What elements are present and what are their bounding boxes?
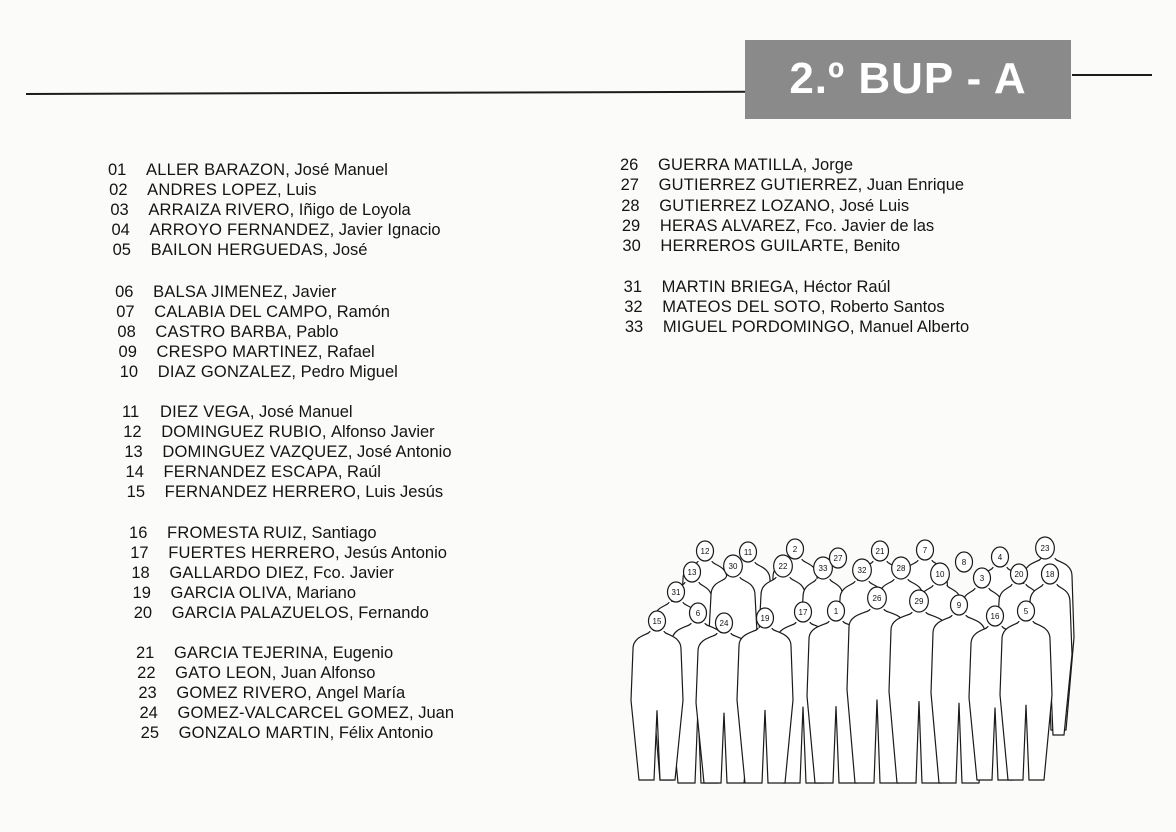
student-entry: 06 BALSA JIMENEZ , Javier — [115, 283, 337, 301]
student-number: 26 — [620, 156, 639, 174]
student-given-name: Luis — [286, 181, 317, 199]
person-number-label: 6 — [695, 609, 701, 618]
person-number-label: 16 — [990, 612, 1000, 621]
student-surname: GUTIERREZ LOZANO — [659, 197, 831, 215]
student-number: 17 — [130, 544, 149, 562]
student-surname: HERAS ALVAREZ — [659, 217, 796, 235]
student-number: 04 — [111, 221, 130, 239]
student-given-name: Pablo — [296, 323, 339, 341]
student-entry: 30 HERREROS GUILARTE , Benito — [622, 237, 901, 255]
student-number: 29 — [621, 217, 641, 235]
student-surname: CALABIA DEL CAMPO — [154, 303, 328, 321]
student-surname: BAILON HERGUEDAS — [150, 241, 324, 259]
student-entry: 25 GONZALO MARTIN , Félix Antonio — [140, 724, 434, 742]
student-surname: GUERRA MATILLA — [658, 156, 803, 174]
class-title: 2.º BUP - A — [789, 54, 1027, 103]
student-surname: GATO LEON — [175, 664, 272, 682]
student-number: 21 — [136, 644, 155, 662]
person-number-label: 33 — [818, 564, 828, 573]
student-surname: GUTIERREZ GUTIERREZ — [658, 176, 858, 194]
student-given-name: Eugenio — [332, 644, 394, 662]
person-number-label: 5 — [1023, 607, 1029, 616]
student-given-name: Luis Jesús — [365, 483, 444, 501]
student-entry: 27 GUTIERREZ GUTIERREZ , Juan Enrique — [620, 176, 965, 194]
student-surname: GARCIA OLIVA — [170, 584, 288, 602]
person-number-label: 1 — [833, 607, 839, 616]
student-surname: GALLARDO DIEZ — [169, 564, 304, 582]
student-surname: GARCIA TEJERINA — [174, 644, 324, 662]
student-entry: 05 BAILON HERGUEDAS , José — [112, 241, 368, 259]
student-entry: 24 GOMEZ-VALCARCEL GOMEZ , Juan — [139, 704, 454, 722]
student-entry: 32 MATEOS DEL SOTO , Roberto Santos — [624, 298, 945, 316]
student-entry: 01 ALLER BARAZON , José Manuel — [108, 161, 388, 179]
person-number-label: 31 — [671, 588, 681, 597]
student-surname: ALLER BARAZON — [146, 161, 286, 179]
student-surname: GOMEZ-VALCARCEL GOMEZ — [177, 704, 410, 722]
person-silhouette — [631, 631, 683, 780]
student-given-name: Iñigo de Loyola — [298, 201, 411, 219]
student-given-name: Héctor Raúl — [803, 278, 891, 296]
person-number-label: 3 — [979, 574, 985, 583]
person-silhouette — [1000, 621, 1052, 780]
student-given-name: Mariano — [296, 584, 357, 602]
student-given-name: Pedro Miguel — [300, 363, 398, 381]
student-entry: 29 HERAS ALVAREZ , Fco. Javier de las — [621, 217, 935, 235]
student-number: 13 — [124, 443, 143, 461]
student-given-name: Roberto Santos — [829, 298, 945, 316]
student-entry: 22 GATO LEON , Juan Alfonso — [137, 664, 376, 682]
student-entry: 07 CALABIA DEL CAMPO , Ramón — [116, 303, 390, 321]
student-number: 07 — [116, 303, 135, 321]
student-surname: CRESPO MARTINEZ — [156, 343, 318, 361]
student-given-name: Raúl — [347, 463, 381, 481]
student-surname: DIAZ GONZALEZ — [157, 363, 292, 381]
student-surname: FUERTES HERRERO — [168, 544, 336, 562]
student-given-name: José Antonio — [357, 443, 452, 461]
student-entry: 10 DIAZ GONZALEZ , Pedro Miguel — [119, 363, 398, 381]
student-number: 18 — [131, 564, 150, 582]
student-entry: 08 CASTRO BARBA , Pablo — [117, 323, 339, 341]
student-number: 33 — [624, 318, 644, 336]
person-number-label: 32 — [857, 566, 867, 575]
student-entry: 11 DIEZ VEGA , José Manuel — [122, 403, 353, 421]
student-given-name: Juan Enrique — [866, 176, 965, 194]
student-number: 19 — [132, 584, 151, 602]
student-given-name: José Manuel — [259, 403, 353, 421]
student-number: 06 — [115, 283, 134, 301]
person-number-label: 29 — [914, 597, 924, 606]
student-given-name: Manuel Alberto — [859, 318, 970, 336]
person-number-label: 24 — [719, 619, 729, 628]
student-entry: 23 GOMEZ RIVERO , Angel María — [138, 684, 406, 702]
student-surname: BALSA JIMENEZ — [153, 283, 284, 301]
student-given-name: Jesús Antonio — [344, 544, 447, 562]
student-surname: ARROYO FERNANDEZ — [149, 221, 330, 239]
student-surname: MATEOS DEL SOTO — [662, 298, 821, 316]
person-number-label: 20 — [1014, 570, 1024, 579]
student-entry: 14 FERNANDEZ ESCAPA , Raúl — [125, 463, 381, 481]
student-given-name: Juan Alfonso — [280, 664, 376, 682]
student-given-name: Rafael — [327, 343, 375, 361]
student-number: 24 — [139, 704, 158, 722]
student-entry: 04 ARROYO FERNANDEZ , Javier Ignacio — [111, 221, 441, 239]
student-number: 12 — [123, 423, 142, 441]
student-entry: 15 FERNANDEZ HERRERO , Luis Jesús — [126, 483, 444, 501]
student-number: 20 — [133, 604, 153, 622]
student-surname: DIEZ VEGA — [160, 403, 250, 421]
person-number-label: 26 — [872, 594, 882, 603]
student-surname: FROMESTA RUIZ — [167, 524, 303, 542]
student-given-name: Angel María — [316, 684, 406, 702]
person-silhouette — [737, 628, 793, 783]
student-given-name: Javier Ignacio — [338, 221, 441, 239]
person-number-label: 23 — [1040, 544, 1050, 553]
person-number-label: 17 — [798, 608, 808, 617]
person-number-label: 18 — [1045, 570, 1055, 579]
person-number-label: 19 — [760, 614, 770, 623]
person-number-label: 27 — [833, 554, 843, 563]
person-number-label: 21 — [875, 547, 885, 556]
student-surname: DOMINGUEZ RUBIO — [161, 423, 322, 441]
person-number-label: 28 — [896, 564, 906, 573]
student-given-name: Jorge — [811, 156, 854, 174]
student-number: 14 — [125, 463, 144, 481]
student-given-name: Alfonso Javier — [331, 423, 435, 441]
student-given-name: Javier — [292, 283, 337, 301]
student-given-name: Juan — [418, 704, 454, 722]
student-number: 10 — [119, 363, 139, 381]
student-surname: GOMEZ RIVERO — [176, 684, 308, 702]
student-entry: 18 GALLARDO DIEZ , Fco. Javier — [131, 564, 394, 582]
student-entry: 19 GARCIA OLIVA , Mariano — [132, 584, 357, 602]
header-rule-right — [1072, 74, 1152, 76]
person-number-label: 10 — [935, 570, 945, 579]
class-title-box — [745, 40, 1071, 119]
person-number-label: 4 — [997, 553, 1003, 562]
student-entry: 21 GARCIA TEJERINA , Eugenio — [136, 644, 394, 662]
student-entry: 03 ARRAIZA RIVERO , Iñigo de Loyola — [110, 201, 411, 219]
student-given-name: José — [332, 241, 368, 259]
person-number-label: 2 — [792, 545, 798, 554]
student-number: 11 — [122, 403, 140, 421]
student-entry: 12 DOMINGUEZ RUBIO , Alfonso Javier — [123, 423, 435, 441]
student-number: 31 — [623, 278, 643, 296]
student-surname: GONZALO MARTIN — [178, 724, 330, 742]
student-given-name: Benito — [853, 237, 901, 255]
student-number: 08 — [117, 323, 136, 341]
student-entry: 20 GARCIA PALAZUELOS , Fernando — [133, 604, 429, 622]
student-surname: MARTIN BRIEGA — [661, 278, 795, 296]
student-given-name: Félix Antonio — [338, 724, 434, 742]
student-given-name: Fco. Javier — [313, 564, 394, 582]
student-entry: 17 FUERTES HERRERO , Jesús Antonio — [130, 544, 447, 562]
student-number: 32 — [624, 298, 643, 316]
student-surname: MIGUEL PORDOMINGO — [662, 318, 850, 336]
person-number-label: 7 — [922, 546, 928, 555]
student-entry: 31 MARTIN BRIEGA , Héctor Raúl — [623, 278, 891, 296]
person-number-label: 22 — [778, 562, 788, 571]
student-surname: FERNANDEZ HERRERO — [164, 483, 357, 501]
student-given-name: Fco. Javier de las — [804, 217, 935, 235]
person-number-label: 8 — [961, 558, 967, 567]
class-photo-key-figure — [630, 535, 1090, 790]
student-given-name: Fernando — [358, 604, 429, 622]
student-number: 22 — [137, 664, 156, 682]
student-number: 25 — [140, 724, 159, 742]
student-surname: ANDRES LOPEZ — [147, 181, 278, 199]
person-number-label: 9 — [956, 601, 962, 610]
student-surname: DOMINGUEZ VAZQUEZ — [162, 443, 348, 461]
student-number: 30 — [622, 237, 641, 255]
student-given-name: José Manuel — [294, 161, 388, 179]
header-rule-left — [26, 91, 748, 95]
student-number: 02 — [109, 181, 128, 199]
student-entry: 02 ANDRES LOPEZ , Luis — [109, 181, 317, 199]
student-entry: 16 FROMESTA RUIZ , Santiago — [129, 524, 377, 542]
student-surname: ARRAIZA RIVERO — [148, 201, 290, 219]
student-surname: HERREROS GUILARTE — [660, 237, 845, 255]
student-given-name: José Luis — [839, 197, 910, 215]
person-number-label: 30 — [728, 562, 738, 571]
student-surname: CASTRO BARBA — [155, 323, 288, 341]
student-given-name: Santiago — [311, 524, 377, 542]
student-number: 01 — [108, 161, 127, 179]
person-number-label: 13 — [687, 568, 697, 577]
student-number: 23 — [138, 684, 157, 702]
person-number-label: 15 — [652, 617, 662, 626]
student-entry: 13 DOMINGUEZ VAZQUEZ , José Antonio — [124, 443, 452, 461]
student-surname: FERNANDEZ ESCAPA — [163, 463, 338, 481]
student-number: 27 — [620, 176, 639, 194]
student-entry: 33 MIGUEL PORDOMINGO , Manuel Alberto — [624, 318, 970, 336]
student-entry: 09 CRESPO MARTINEZ , Rafael — [118, 343, 375, 361]
student-entry: 26 GUERRA MATILLA , Jorge — [620, 156, 854, 174]
person-number-label: 12 — [700, 547, 710, 556]
student-number: 28 — [621, 197, 640, 215]
student-number: 09 — [118, 343, 137, 361]
student-given-name: Ramón — [336, 303, 390, 321]
student-number: 16 — [129, 524, 148, 542]
person-number-label: 11 — [743, 548, 753, 557]
student-number: 03 — [110, 201, 129, 219]
student-surname: GARCIA PALAZUELOS — [171, 604, 350, 622]
student-number: 15 — [126, 483, 146, 501]
student-entry: 28 GUTIERREZ LOZANO , José Luis — [621, 197, 910, 215]
student-number: 05 — [112, 241, 131, 259]
